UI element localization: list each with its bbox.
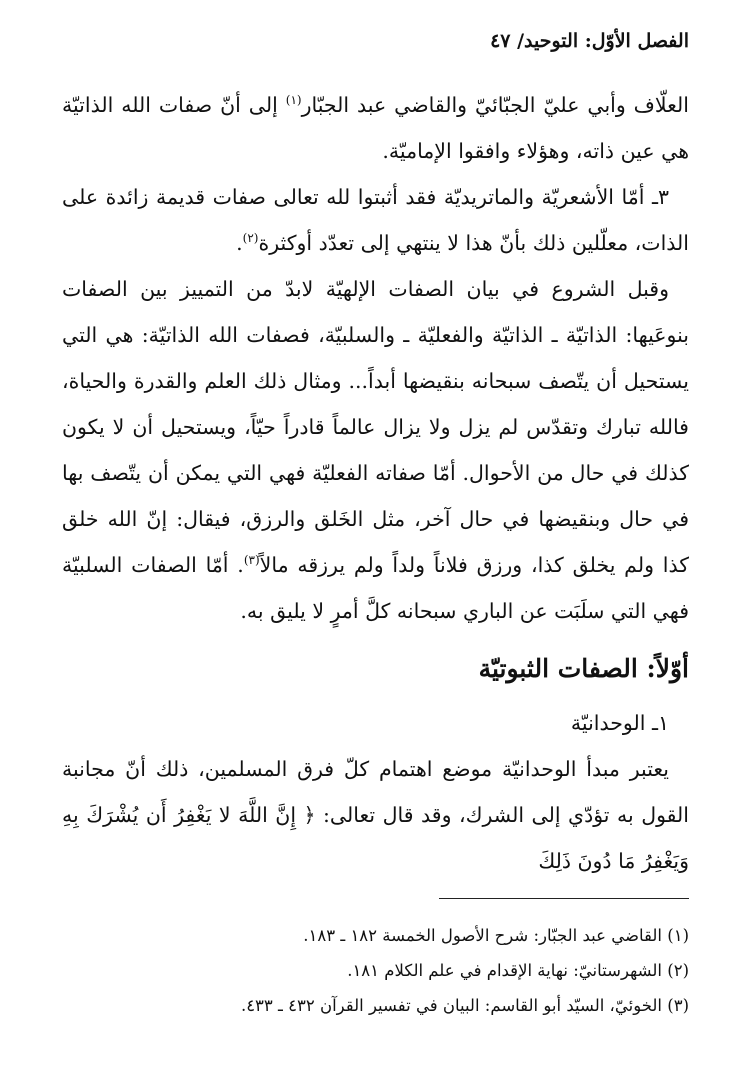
main-text — [62, 82, 689, 884]
footnote-3: (٣) الخوئيّ، السيّد أبو القاسم: البيان في تفسير القرآن ٤٣٢ ـ ٤٣٣. — [240, 996, 689, 1015]
footnote-ref-3: (٣) — [243, 553, 260, 568]
running-header: الفصل الأوّل: التوحيد/ ٤٧ — [490, 30, 689, 52]
footnote-divider — [439, 898, 689, 899]
paragraph-1-text: العلّاف وأبي عليّ الجبّائيّ والقاضي عبد الجبّار — [301, 93, 689, 117]
paragraph-2-text: ٣ـ أمّا الأشعريّة والماتريديّة فقد أثبتوا لله تعالى صفات قديمة زائدة على الذات، معلّلين ذلك بأنّ هذا لا ينتهي إلى تعدّد أوكثرة — [62, 185, 689, 255]
paragraph-4 — [62, 746, 689, 884]
paragraph-3-text: وقبل الشروع في بيان الصفات الإلهيّة لابدّ من التمييز بين الصفات بنوعَيها: الذاتيّة ـ الذاتيّة والفعليّة ـ والسلبيّة، فصفات الله الذاتيّة: هي التي يستحيل أن يتّصف سبحانه بنقيضها أبداً... ومثال ذلك العلم والقدرة والحياة، فالله تبارك وتقدّس لم يزل ولا يزال عالماً قادراً حيّاً، ويستحيل أن لا يكون كذلك في حال من الأحوال. أمّا صفاته الفعليّة فهي التي يمكن أن يتّصف بها في حال وبنقيضها في حال آخر، مثل الخَلق والرزق، فيقال: إنّ الله خلق كذا ولم يخلق كذا، ورزق فلاناً ولداً ولم يرزقه مالاً — [62, 277, 689, 577]
footnote-ref-2: (٢) — [242, 231, 259, 246]
paragraph-2-end: . — [236, 231, 243, 255]
paragraph-1-text-after: إلى أنّ صفات الله الذاتيّة هي عين ذاته، وهؤلاء وافقوا الإماميّة. — [62, 93, 689, 163]
paragraph-2 — [62, 174, 689, 266]
paragraph-1 — [62, 82, 689, 174]
paragraph-3 — [62, 266, 689, 634]
paragraph-4-text: يعتبر مبدأ الوحدانيّة موضع اهتمام كلّ فرق المسلمين، ذلك أنّ مجانبة القول به تؤدّي إلى الشرك، وقد قال تعالى: ﴿ إِنَّ اللَّهَ لا يَغْفِرُ أَن يُشْرَكَ بِهِ وَيَغْفِرُ مَا دُونَ ذَلِكَ — [62, 757, 689, 873]
paragraph-3-text-after: . أمّا الصفات السلبيّة فهي التي سلَبَت عن الباري سبحانه كلَّ أمرٍ لا يليق به. — [62, 553, 689, 623]
subsection-heading: ١ـ الوحدانيّة — [570, 711, 669, 735]
footnote-1: (١) القاضي عبد الجبّار: شرح الأصول الخمسة ١٨٢ ـ ١٨٣. — [303, 926, 689, 945]
footnotes — [62, 918, 689, 1023]
footnote-2: (٢) الشهرستانيّ: نهاية الإقدام في علم الكلام ١٨١. — [347, 961, 689, 980]
section-heading: أوّلاً: الصفات الثبوتيّة — [478, 654, 689, 683]
footnote-ref-1: (١) — [285, 93, 302, 108]
